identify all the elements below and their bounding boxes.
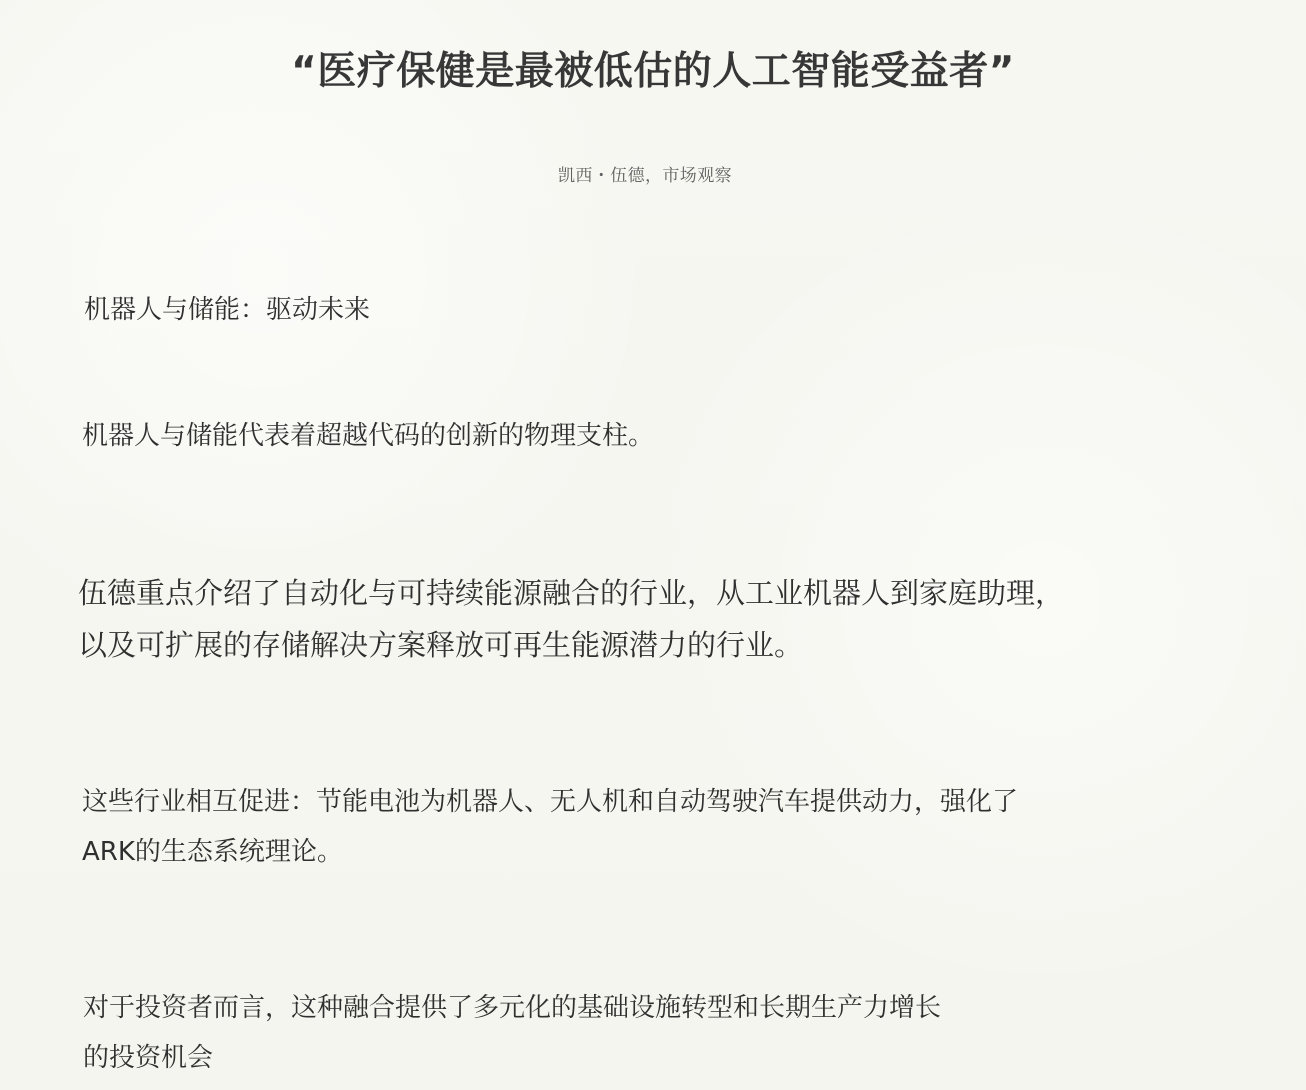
paragraph-1 [82,411,1202,461]
article-byline: 凯西・伍德，市场观察 [558,166,732,186]
paragraph-3 [82,777,1112,877]
paragraph-line: 的投资机会 [83,1043,214,1073]
section-heading: 机器人与储能：驱动未来 [84,295,371,325]
paragraph-line: 机器人与储能代表着超越代码的创新的物理支柱。 [82,421,655,451]
article-title: “医疗保健是最被低估的人工智能受益者” [291,49,1015,94]
paragraph-line: 伍德重点介绍了自动化与可持续能源融合的行业，从工业机器人到家庭助理， [78,576,1065,610]
paragraph-line: 以及可扩展的存储解决方案释放可再生能源潜力的行业。 [78,628,804,662]
paragraph-line: 这些行业相互促进：节能电池为机器人、无人机和自动驾驶汽车提供动力，强化了 [82,787,1019,817]
paragraph-4 [83,983,1063,1083]
paragraph-2 [78,567,1228,671]
paragraph-line: 对于投资者而言，这种融合提供了多元化的基础设施转型和长期生产力增长 [83,993,942,1023]
paragraph-line: ARK的生态系统理论。 [82,837,343,867]
